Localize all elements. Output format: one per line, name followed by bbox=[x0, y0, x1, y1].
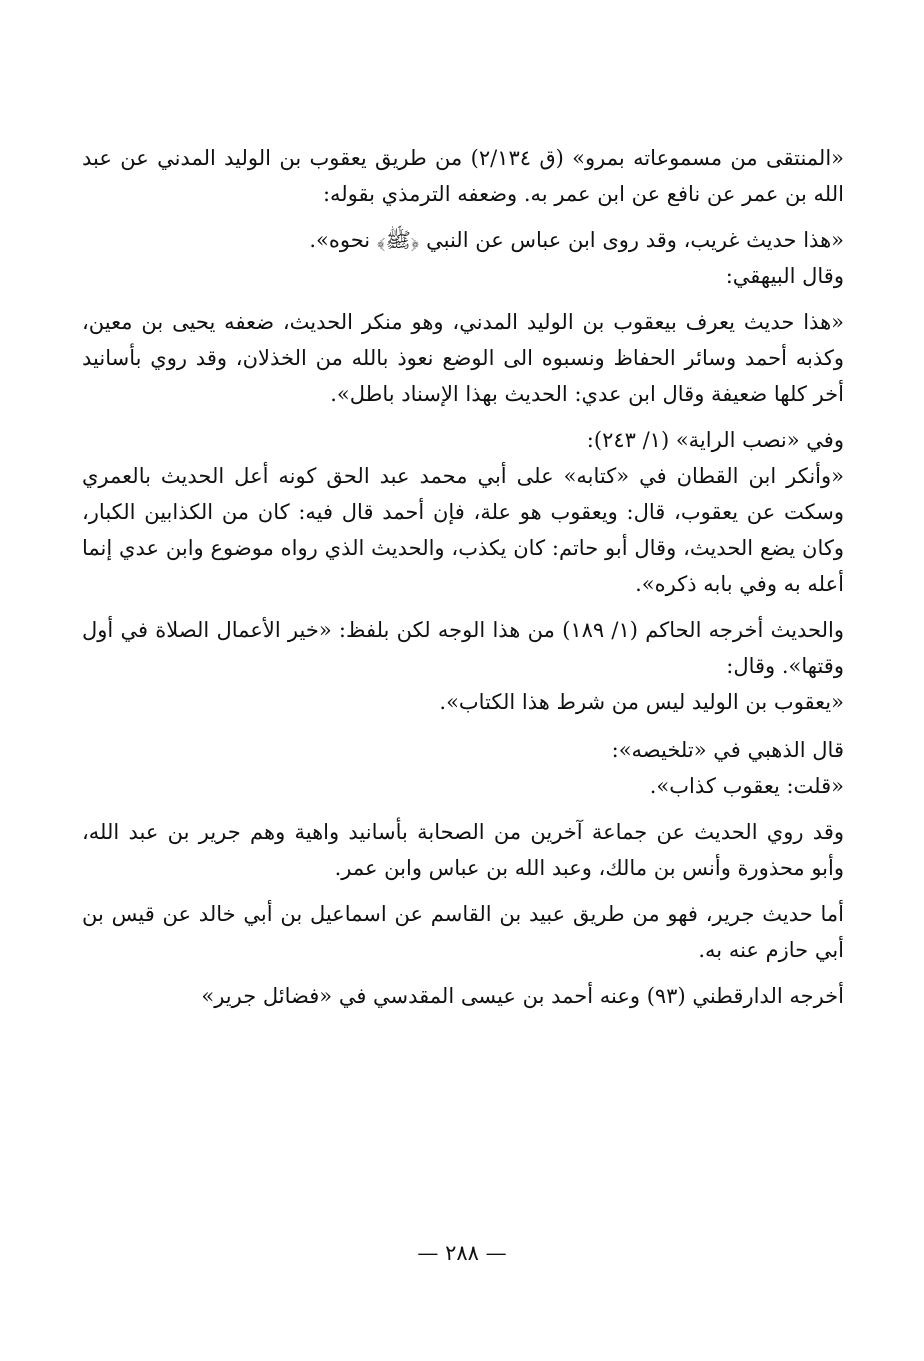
paragraph-jarir-hadith: أما حديث جرير، فهو من طريق عبيد بن القاسم عن اسماعيل بن أبي خالد عن قيس بن أبي حازم عنه به. bbox=[82, 902, 844, 962]
paragraph-other-companions: وقد روي الحديث عن جماعة آخرين من الصحابة بأسانيد واهية وهم جرير بن عبد الله، وأبو محذورة وأنس بن مالك، وعبد الله بن عباس وابن عمر. bbox=[82, 820, 844, 880]
paragraph-daraqutni-reference: أخرجه الدارقطني (٩٣) وعنه أحمد بن عيسى المقدسي في «فضائل جرير» bbox=[201, 984, 844, 1008]
paragraph-bayhaqi-intro: وقال البيهقي: bbox=[725, 264, 844, 288]
paragraph-tirmidhi-quote: «هذا حديث غريب، وقد روى ابن عباس عن النبي ﴿ﷺ﴾ نحوه». bbox=[309, 228, 844, 252]
paragraph-dhahabi-quote: «قلت: يعقوب كذاب». bbox=[649, 774, 844, 798]
paragraph-dhahabi-intro: قال الذهبي في «تلخيصه»: bbox=[611, 738, 844, 762]
paragraph-ibn-al-qattan-quote: «وأنكر ابن القطان في «كتابه» على أبي محمد عبد الحق كونه أعل الحديث بالعمري وسكت عن يعقوب، قال: ويعقوب هو علة، فإن أحمد قال فيه: كان من الكذابين الكبار، وكان يضع الحديث، وقال أبو حاتم: كان يكذب، والحديث الذي رواه موضوع وابن عدي إنما أعله به وفي بابه ذكره». bbox=[82, 464, 844, 596]
paragraph-source-citation: «المنتقى من مسموعاته بمرو» (ق ٢/١٣٤) من طريق يعقوب بن الوليد المدني عن عبد الله بن عمر عن نافع عن ابن عمر به. وضعفه الترمذي بقوله: bbox=[82, 146, 844, 206]
body-text bbox=[82, 140, 844, 1024]
paragraph-hakim-quote: «يعقوب بن الوليد ليس من شرط هذا الكتاب». bbox=[439, 690, 844, 714]
paragraph-nasb-al-raya-intro: وفي «نصب الراية» (١/ ٢٤٣): bbox=[586, 428, 844, 452]
page-number: — ٢٨٨ — bbox=[417, 1241, 507, 1265]
paragraph-bayhaqi-quote: «هذا حديث يعرف بيعقوب بن الوليد المدني، وهو منكر الحديث، ضعفه يحيى بن معين، وكذبه أحمد وسائر الحفاظ ونسبوه الى الوضع نعوذ بالله من الخذلان، وقد روي بأسانيد أخر كلها ضعيفة وقال ابن عدي: الحديث بهذا الإسناد باطل». bbox=[82, 310, 844, 406]
paragraph-hakim-narration: والحديث أخرجه الحاكم (١/ ١٨٩) من هذا الوجه لكن بلفظ: «خير الأعمال الصلاة في أول وقتها». وقال: bbox=[82, 618, 844, 678]
